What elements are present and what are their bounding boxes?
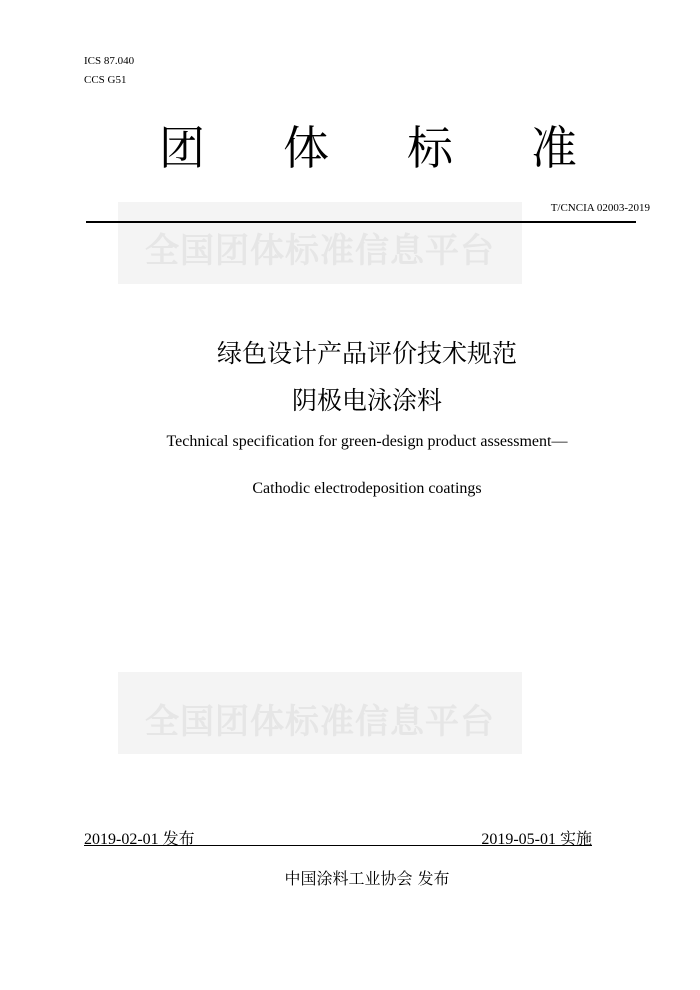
title-cn-line2: 阴极电泳涂料: [291, 386, 442, 415]
ics-code: ICS 87.040: [84, 55, 135, 67]
title-en-line1: Technical specification for green-design product assessment—: [166, 433, 568, 450]
heading-char-4: 准: [531, 121, 577, 175]
watermark-text-bottom: 全国团体标准信息平台: [145, 702, 495, 742]
title-en-line2: Cathodic electrodeposition coatings: [252, 480, 482, 497]
publish-date: 2019-02-01 发布: [84, 831, 195, 848]
publisher: 中国涂料工业协会 发布: [284, 869, 450, 888]
heading-char-1: 团: [159, 121, 205, 175]
standard-code: T/CNCIA 02003-2019: [550, 202, 650, 214]
header-divider: [86, 221, 636, 223]
footer-divider: [84, 845, 592, 846]
title-cn-line1: 绿色设计产品评价技术规范: [216, 339, 517, 368]
heading-char-3: 标: [407, 121, 453, 175]
heading-char-2: 体: [283, 121, 329, 175]
implement-date: 2019-05-01 实施: [481, 831, 592, 848]
watermark-text-top: 全国团体标准信息平台: [145, 231, 495, 271]
ccs-code: CCS G51: [84, 74, 127, 86]
